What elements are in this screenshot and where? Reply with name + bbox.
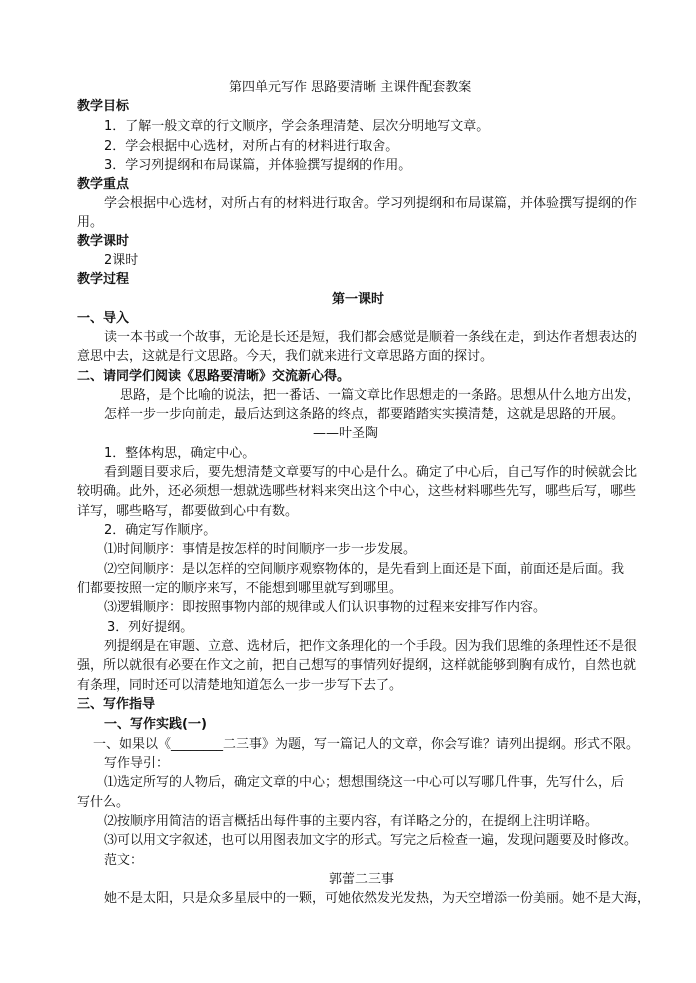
guide-heading: 三、写作指导 <box>77 697 156 712</box>
focus-heading: 教学重点 <box>77 177 130 192</box>
intro-line: 意思中去，这就是行文思路。今天，我们就来进行文章思路方面的探讨。 <box>77 349 494 364</box>
guide-step-2: ⑵按顺序用简洁的语言概括出每件事的主要内容，有详略之分的，在提纲上注明详略。 <box>104 814 599 829</box>
hours-value: 2课时 <box>104 253 139 268</box>
quote-line: 思路，是个比喻的说法，把一番话、一篇文章比作思想走的一条路。思想从什么地方出发， <box>120 388 641 403</box>
point-2-logic-order: ⑶逻辑顺序：即按照事物内部的规律或人们认识事物的过程来安排写作内容。 <box>104 600 547 615</box>
task-prompt: 一、如果以《________二三事》为题，写一篇记人的文章，你会写谁？请列出提纲。形式不限。 <box>93 737 640 752</box>
process-heading: 教学过程 <box>77 272 130 287</box>
point-3-line: 有条理，同时还可以清楚地知道怎么一步一步写下去了。 <box>77 678 403 693</box>
point-2-space-order: ⑵空间顺序：是以怎样的空间顺序观察物体的，是先看到上面还是下面，前面还是后面。我 <box>104 562 625 577</box>
point-1-title: 1．整体构思，确定中心。 <box>104 446 256 461</box>
guide-step-1: 写什么。 <box>77 795 130 810</box>
point-2-space-order: 们都要按照一定的顺序来写，不能想到哪里就写到哪里。 <box>77 581 403 596</box>
goals-heading: 教学目标 <box>77 99 130 114</box>
guide-step-3: ⑶可以用文字叙述，也可以用图表加文字的形式。写完之后检查一遍，发现问题要及时修改。 <box>104 833 638 848</box>
point-3-line: 列提纲是在审题、立意、选材后，把作文条理化的一个手段。因为我们思维的条理性还不是很 <box>104 639 638 654</box>
point-3-title: 3．列好提纲。 <box>107 620 194 635</box>
intro-heading: 一、导入 <box>77 311 130 326</box>
point-2-title: 2．确定写作顺序。 <box>104 523 217 538</box>
hours-heading: 教学课时 <box>77 234 130 249</box>
quote-author: ——叶圣陶 <box>313 426 379 441</box>
guide-step-1: ⑴选定所写的人物后，确定文章的中心；想想围绕这一中心可以写哪几件事，先写什么，后 <box>104 775 625 790</box>
point-1-line: 看到题目要求后，要先想清楚文章要写的中心是什么。确定了中心后，自己写作的时候就会比 <box>104 465 638 480</box>
focus-text-line: 用。 <box>77 215 104 230</box>
point-1-line: 较明确。此外，还必须想一想就选哪些材料来突出这个中心，这些材料哪些先写，哪些后写，哪些 <box>77 484 637 499</box>
practice-heading: 一、写作实践(一) <box>104 717 207 732</box>
document-title: 第四单元写作 思路要清晰 主课件配套教案 <box>229 80 472 95</box>
point-1-line: 详写，哪些略写，都要做到心中有数。 <box>77 504 299 519</box>
guide-label: 写作导引： <box>104 756 170 771</box>
reading-heading: 二、请同学们阅读《思路要清晰》交流新心得。 <box>77 369 351 384</box>
intro-line: 读一本书或一个故事，无论是长还是短，我们都会感觉是顺着一条线在走，到达作者想表达的 <box>104 330 638 345</box>
goal-item-3: 3．学习列提纲和布局谋篇，并体验撰写提纲的作用。 <box>104 158 412 173</box>
sample-text-line: 她不是太阳，只是众多星辰中的一颗，可她依然发光发热，为天空增添一份美丽。她不是大海， <box>104 891 651 906</box>
quote-line: 怎样一步一步向前走，最后达到这条路的终点，都要踏踏实实摸清楚，这就是思路的开展。 <box>104 407 625 422</box>
goal-item-1: 1．了解一般文章的行文顺序，学会条理清楚、层次分明地写文章。 <box>104 119 490 134</box>
point-3-line: 强，所以就很有必要在作文之前，把自己想写的事情列好提纲，这样就能够到胸有成竹，自然也就 <box>77 658 637 673</box>
lesson-title: 第一课时 <box>332 292 385 307</box>
goal-item-2: 2．学会根据中心选材，对所占有的材料进行取舍。 <box>104 139 399 154</box>
sample-title: 郭蕾二三事 <box>329 872 395 887</box>
focus-text-line: 学会根据中心选材，对所占有的材料进行取舍。学习列提纲和布局谋篇，并体验撰写提纲的作 <box>104 196 638 211</box>
point-2-time-order: ⑴时间顺序：事情是按怎样的时间顺序一步一步发展。 <box>104 542 417 557</box>
sample-label: 范文： <box>104 853 144 868</box>
